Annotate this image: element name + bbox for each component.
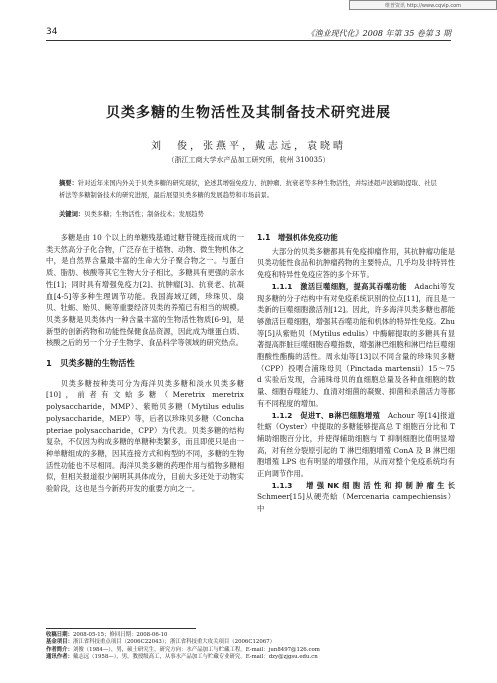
fund-label: 基金项目： [46,639,73,646]
fund-text: 浙江省科技重点项目（2006C22043）；浙江省科技重大攻关项目（2006C12067） [72,639,276,646]
subsection-1-1-3-text: Schmeer[15]从硬壳蛤（Mercenaria campechiensis）中 [257,492,455,514]
right-column [257,232,455,515]
abstract-label: 摘要： [59,180,78,187]
subsection-1-1-3-heading: 1.1.3 增强NK细胞活性和抑制肿瘤生长 [271,480,455,490]
keywords [59,209,443,221]
page-number: 34 [46,27,58,37]
subsection-1-1-2-text: Achour 等[14]报道牡蛎（Oyster）中提取的多糖能够提高总 T 细胞百分比和 T 辅助细胞百分比，并使得辅助细胞与 T 抑制细胞比值明显增高，对有丝分裂原引起的 T 淋巴细胞增殖 ConA 及 B 淋巴细胞增殖 LPS 也有明显的增强作用，从而对整个免疫系统均有正向调节作用。 [257,410,455,479]
footnote-fund [46,639,451,646]
footnote-corresponding [46,654,451,661]
section-1-heading: 1 贝类多糖的生物活性 [46,358,135,369]
abstract [59,178,443,202]
keywords-label: 关键词： [59,211,85,218]
subsection-1-1-heading: 1.1 增强机体免疫功能 [257,233,338,242]
author-label: 作者简介： [46,646,73,653]
subsection-1-1-1-heading: 1.1.1 激活巨噬细胞，提高其吞噬功能 [271,281,407,291]
left-column [46,232,244,495]
section-1-paragraph: 贝类多糖按种类可分为海洋贝类多糖和淡水贝类多糖[10]，前者有文蛤多糖（Meretrix meretrix polysaccharide，MMP）、紫贻贝多糖（Mytilus edulis polysaccharide，MEP）等，后者以珍珠贝多糖（Concha pteriae polysaccharide，CPP）为代表。贝类多糖的结构复杂，不仅因为构成多糖的单糖种类繁多，而且即使只是由一种单糖组成的多糖，因其连接方式和构型的不同，多糖的生物活性功能也不尽相同。海洋贝类多糖的药理作用与植物多糖相似，但相关报道很少阐明其具体成分，目前大多还处于动物实验阶段，这也是当今新药开发的重要方向之一。 [46,378,244,494]
corresponding-label: 通讯作者： [46,654,73,661]
subsection-1-1-2-paragraph [257,410,455,480]
corresponding-author: 戴志远（1958—），男，教授级高工，从事水产品加工与贮藏专业研究。E-mail：dzy@zjgsu.edu.cn [72,654,318,661]
paper-authors: 刘 俊，张燕平，戴志远，袁晓晴 [151,141,346,152]
subsection-1-1-2-heading: 1.1.2 促进T、B淋巴细胞增殖 [271,410,381,420]
received-dates: 2008-05-15；修回日期：2008-06-10 [72,632,168,638]
footnote-rule [46,628,196,629]
journal-header: 《渔业现代化》2008 年第 35 卷第 3 期 [306,29,451,38]
subsection-1-1-1-paragraph [257,281,455,410]
abstract-text: 针对近年来国内外关于贝类多糖的研究现状，论述其增强免疫力、抗肿瘤、抗衰老等多种生物活性，并综述超声波辅助提取、社层析法等多糖制备技术的研究进展，最后展望贝类多糖的发展趋势和市场前景。 [59,180,437,199]
subsection-1-1-3-paragraph [257,480,455,515]
keywords-text: 贝类多糖；生物活性；制备技术；发展趋势 [84,211,204,218]
intro-paragraph: 多糖是由 10 个以上的单糖残基通过糖苷键连接而成的一类天然高分子化合物，广泛存在于植物、动物、微生物机体之中，是自然界含量最丰富的生命大分子聚合物之一。与蛋白质、脂肪、核酸等其它生物大分子相比，多糖具有更强的亲水性[1]；同时具有增强免疫力[2]、抗肿瘤[3]、抗衰老、抗凝血[4-5]等多种生理调节功能。我国海域辽阔，珍珠贝、扇贝、牡蛎、贻贝、鲍等重要经济贝类的养殖已有相当的规模。贝类多糖是贝类体内一种含量丰富的生物活性物质[6-9]，是新型的创新药物和功能性保健食品资源，因此成为继蛋白质、核酸之后的另一个分子生物学、食品科学等领域的研究热点。 [46,233,244,348]
paper-title: 贝类多糖的生物活性及其制备技术研究进展 [106,105,391,121]
author-bio: 刘俊（1984—），男，硕士研究生，研究方向：水产品加工与贮藏工程。E-mail：jun8497@126.com [72,646,320,653]
subsection-1-1-paragraph: 大部分的贝类多糖都具有免疫抑瘤作用，其抗肿瘤功能是贝类功能性食品和抗肿瘤药物的主要特点，几乎均及非特异性免疫和特异性免疫应答的多个环节。 [257,246,455,280]
watermark-stamp: 维普资讯 http://www.cqvip.com [349,0,497,10]
paper-affiliation: （浙江工商大学水产品加工研究所，杭州 310035） [167,156,330,164]
subsection-1-1-1-text: Adachi等发现多糖的分子结构中有对免疫系统识别的位点[11]，而且是一类新的巨噬细胞激活剂[12]。因此，许多海洋贝类多糖也都能够激活巨噬细胞，增强其吞噬功能和机体的特异性免疫。Zhu 等[5]从紫贻贝（Mytilus edulis）中酶解提取的多糖具有显著提高胖脏巨噬细胞吞噬指数，增强淋巴细胞和淋巴结巨噬细胞酸性酯酶的活性。周永灿等[13]以不同含量的珍珠贝多糖（CPP）投喂合浦珠母贝（Pinctada martensii）15～75 d 实验后发现，合浦珠母贝的血细胞总量及各种血细胞的数量、细胞吞噬能力、血清对细菌的凝聚、抑菌和杀菌活力等都有不同程度的增加。 [257,281,455,408]
footnote [46,632,451,662]
header-rule [46,40,451,41]
received-label: 收稿日期： [46,632,73,638]
